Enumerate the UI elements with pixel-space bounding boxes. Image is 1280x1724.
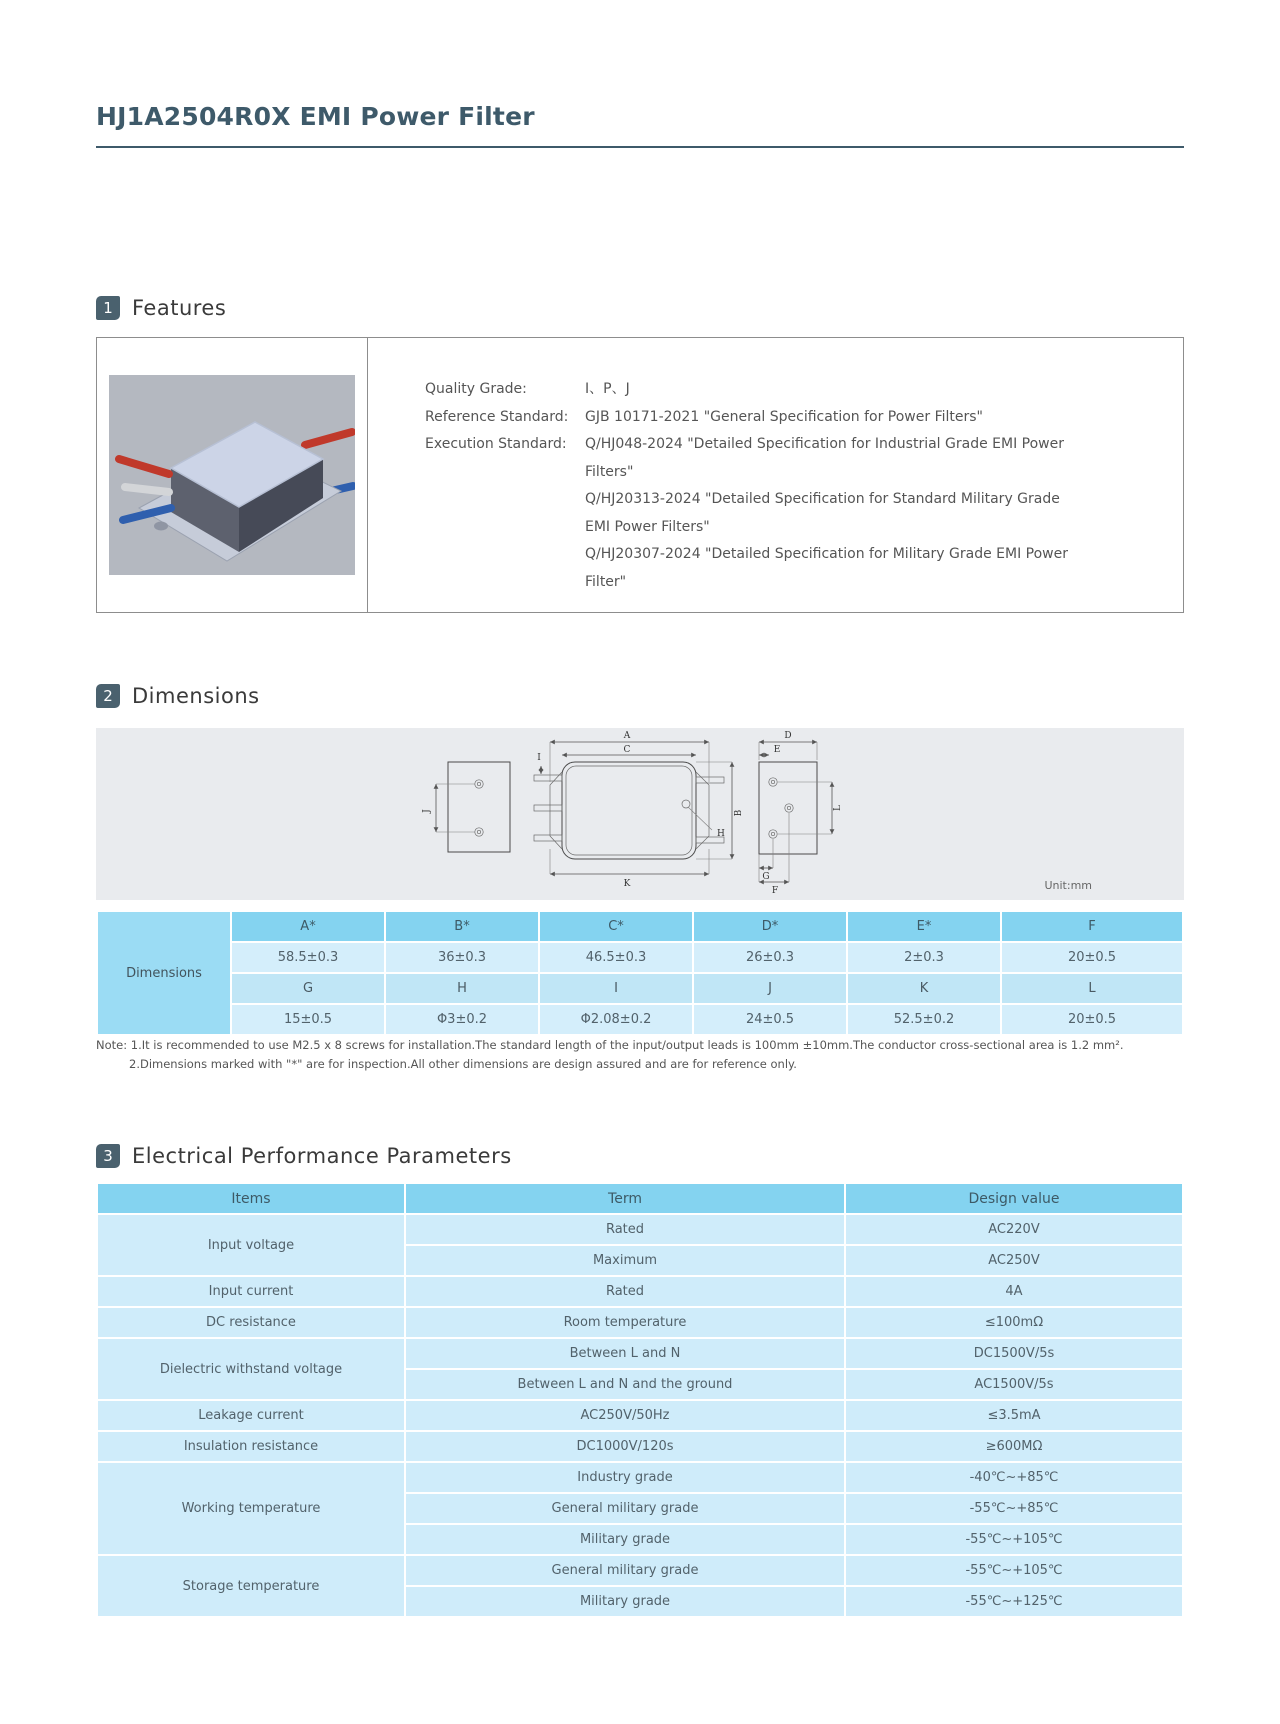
- dim-label-a: A: [623, 731, 631, 741]
- dimension-drawing: [96, 728, 1184, 900]
- electrical-term: Rated: [406, 1215, 844, 1244]
- dimensions-drawing-area: [96, 728, 1184, 900]
- electrical-col-header: Term: [406, 1184, 844, 1213]
- dim-value-cell: 24±0.5: [694, 1005, 846, 1034]
- unit-label: Unit:mm: [1044, 879, 1092, 892]
- dim-label-e: E: [773, 745, 781, 755]
- dim-header-cell: I: [540, 974, 692, 1003]
- dim-value-cell: Φ3±0.2: [386, 1005, 538, 1034]
- section-title: Electrical Performance Parameters: [132, 1144, 512, 1168]
- electrical-table: [96, 1182, 1184, 1618]
- electrical-term: DC1000V/120s: [406, 1432, 844, 1461]
- electrical-term: Military grade: [406, 1587, 844, 1616]
- electrical-item: Dielectric withstand voltage: [98, 1339, 404, 1399]
- electrical-item: Storage temperature: [98, 1556, 404, 1616]
- section-features-header: [96, 296, 226, 320]
- dim-header-cell: G: [232, 974, 384, 1003]
- dim-value-cell: 36±0.3: [386, 943, 538, 972]
- electrical-term: AC250V/50Hz: [406, 1401, 844, 1430]
- reference-standard-label: Reference Standard:: [425, 408, 569, 425]
- dim-value-cell: 26±0.3: [694, 943, 846, 972]
- electrical-item: Input current: [98, 1277, 404, 1306]
- dim-header-cell: K: [848, 974, 1000, 1003]
- electrical-term: General military grade: [406, 1556, 844, 1585]
- dim-header-cell: E*: [848, 912, 1000, 941]
- electrical-value: -55℃~+85℃: [846, 1494, 1182, 1523]
- dim-header-cell: L: [1002, 974, 1182, 1003]
- execution-standard-value: Q/HJ048-2024 "Detailed Specification for Industrial Grade EMI Power Filters": [585, 436, 1064, 480]
- dim-label-d: D: [784, 731, 792, 741]
- dim-label-l: L: [833, 805, 843, 811]
- section-dimensions-header: [96, 684, 260, 708]
- electrical-term: General military grade: [406, 1494, 844, 1523]
- electrical-value: ≤3.5mA: [846, 1401, 1182, 1430]
- execution-standard-label: Execution Standard:: [425, 436, 567, 452]
- electrical-item: Input voltage: [98, 1215, 404, 1275]
- quality-grade-value: I、P、J: [585, 381, 630, 397]
- electrical-term: Rated: [406, 1277, 844, 1306]
- electrical-value: DC1500V/5s: [846, 1339, 1182, 1368]
- dim-value-cell: 15±0.5: [232, 1005, 384, 1034]
- electrical-item: Leakage current: [98, 1401, 404, 1430]
- dim-label-g: G: [762, 872, 770, 882]
- execution-standard-value: Q/HJ20313-2024 "Detailed Specification for Standard Military Grade EMI Power Filters": [585, 491, 1060, 535]
- electrical-value: AC1500V/5s: [846, 1370, 1182, 1399]
- product-image-cell: [97, 338, 368, 612]
- section-number-badge: 2: [96, 684, 120, 708]
- dimension-notes: [96, 1036, 1206, 1073]
- section-number-badge: 3: [96, 1144, 120, 1168]
- electrical-value: AC250V: [846, 1246, 1182, 1275]
- electrical-col-header: Items: [98, 1184, 404, 1213]
- dimensions-row-label: Dimensions: [98, 912, 230, 1034]
- note-line: Note: 1.It is recommended to use M2.5 x 8 screws for installation.The standard length of the input/output leads is 100mm ±10mm.The conductor cross-sectional area is 1.2 mm².: [96, 1038, 1124, 1052]
- dim-header-cell: J: [694, 974, 846, 1003]
- electrical-item: Working temperature: [98, 1463, 404, 1554]
- dim-header-cell: A*: [232, 912, 384, 941]
- dim-label-f: F: [771, 886, 779, 896]
- electrical-item: Insulation resistance: [98, 1432, 404, 1461]
- electrical-term: Industry grade: [406, 1463, 844, 1492]
- electrical-term: Maximum: [406, 1246, 844, 1275]
- section-electrical-header: [96, 1144, 512, 1168]
- dim-header-cell: H: [386, 974, 538, 1003]
- quality-grade-label: Quality Grade:: [425, 381, 527, 397]
- features-box: [96, 337, 1184, 613]
- electrical-value: -55℃~+125℃: [846, 1587, 1182, 1616]
- electrical-col-header: Design value: [846, 1184, 1182, 1213]
- dim-value-cell: 46.5±0.3: [540, 943, 692, 972]
- execution-standard-value: Q/HJ20307-2024 "Detailed Specification for Military Grade EMI Power Filter": [585, 546, 1068, 590]
- dim-label-h: H: [717, 829, 725, 839]
- electrical-value: -40℃~+85℃: [846, 1463, 1182, 1492]
- electrical-value: ≥600MΩ: [846, 1432, 1182, 1461]
- electrical-value: -55℃~+105℃: [846, 1525, 1182, 1554]
- dimensions-table: [96, 910, 1184, 1036]
- dim-label-b: B: [734, 809, 744, 817]
- dim-label-c: C: [623, 745, 631, 755]
- note-line: 2.Dimensions marked with "*" are for inspection.All other dimensions are design assured and are for reference only.: [129, 1056, 797, 1071]
- dim-value-cell: 2±0.3: [848, 943, 1000, 972]
- section-title: Dimensions: [132, 684, 260, 708]
- features-text: [368, 338, 1183, 612]
- dim-label-i: I: [537, 753, 541, 763]
- reference-standard-value: GJB 10171-2021 "General Specification for Power Filters": [585, 408, 983, 425]
- section-number-badge: 1: [96, 296, 120, 320]
- electrical-term: Between L and N and the ground: [406, 1370, 844, 1399]
- page-title: HJ1A2504R0X EMI Power Filter: [96, 102, 535, 131]
- dim-label-k: K: [623, 879, 631, 889]
- product-render-image: [109, 375, 355, 575]
- dim-value-cell: 20±0.5: [1002, 1005, 1182, 1034]
- dim-header-cell: B*: [386, 912, 538, 941]
- dim-label-j: J: [422, 809, 432, 813]
- electrical-term: Room temperature: [406, 1308, 844, 1337]
- dim-value-cell: 52.5±0.2: [848, 1005, 1000, 1034]
- dim-value-cell: Φ2.08±0.2: [540, 1005, 692, 1034]
- dim-header-cell: C*: [540, 912, 692, 941]
- electrical-value: 4A: [846, 1277, 1182, 1306]
- electrical-value: -55℃~+105℃: [846, 1556, 1182, 1585]
- electrical-term: Military grade: [406, 1525, 844, 1554]
- dim-header-cell: F: [1002, 912, 1182, 941]
- electrical-value: ≤100mΩ: [846, 1308, 1182, 1337]
- dim-value-cell: 58.5±0.3: [232, 943, 384, 972]
- dim-value-cell: 20±0.5: [1002, 943, 1182, 972]
- section-title: Features: [132, 296, 227, 320]
- electrical-item: DC resistance: [98, 1308, 404, 1337]
- electrical-term: Between L and N: [406, 1339, 844, 1368]
- electrical-value: AC220V: [846, 1215, 1182, 1244]
- title-underline: [96, 146, 1184, 148]
- dim-header-cell: D*: [694, 912, 846, 941]
